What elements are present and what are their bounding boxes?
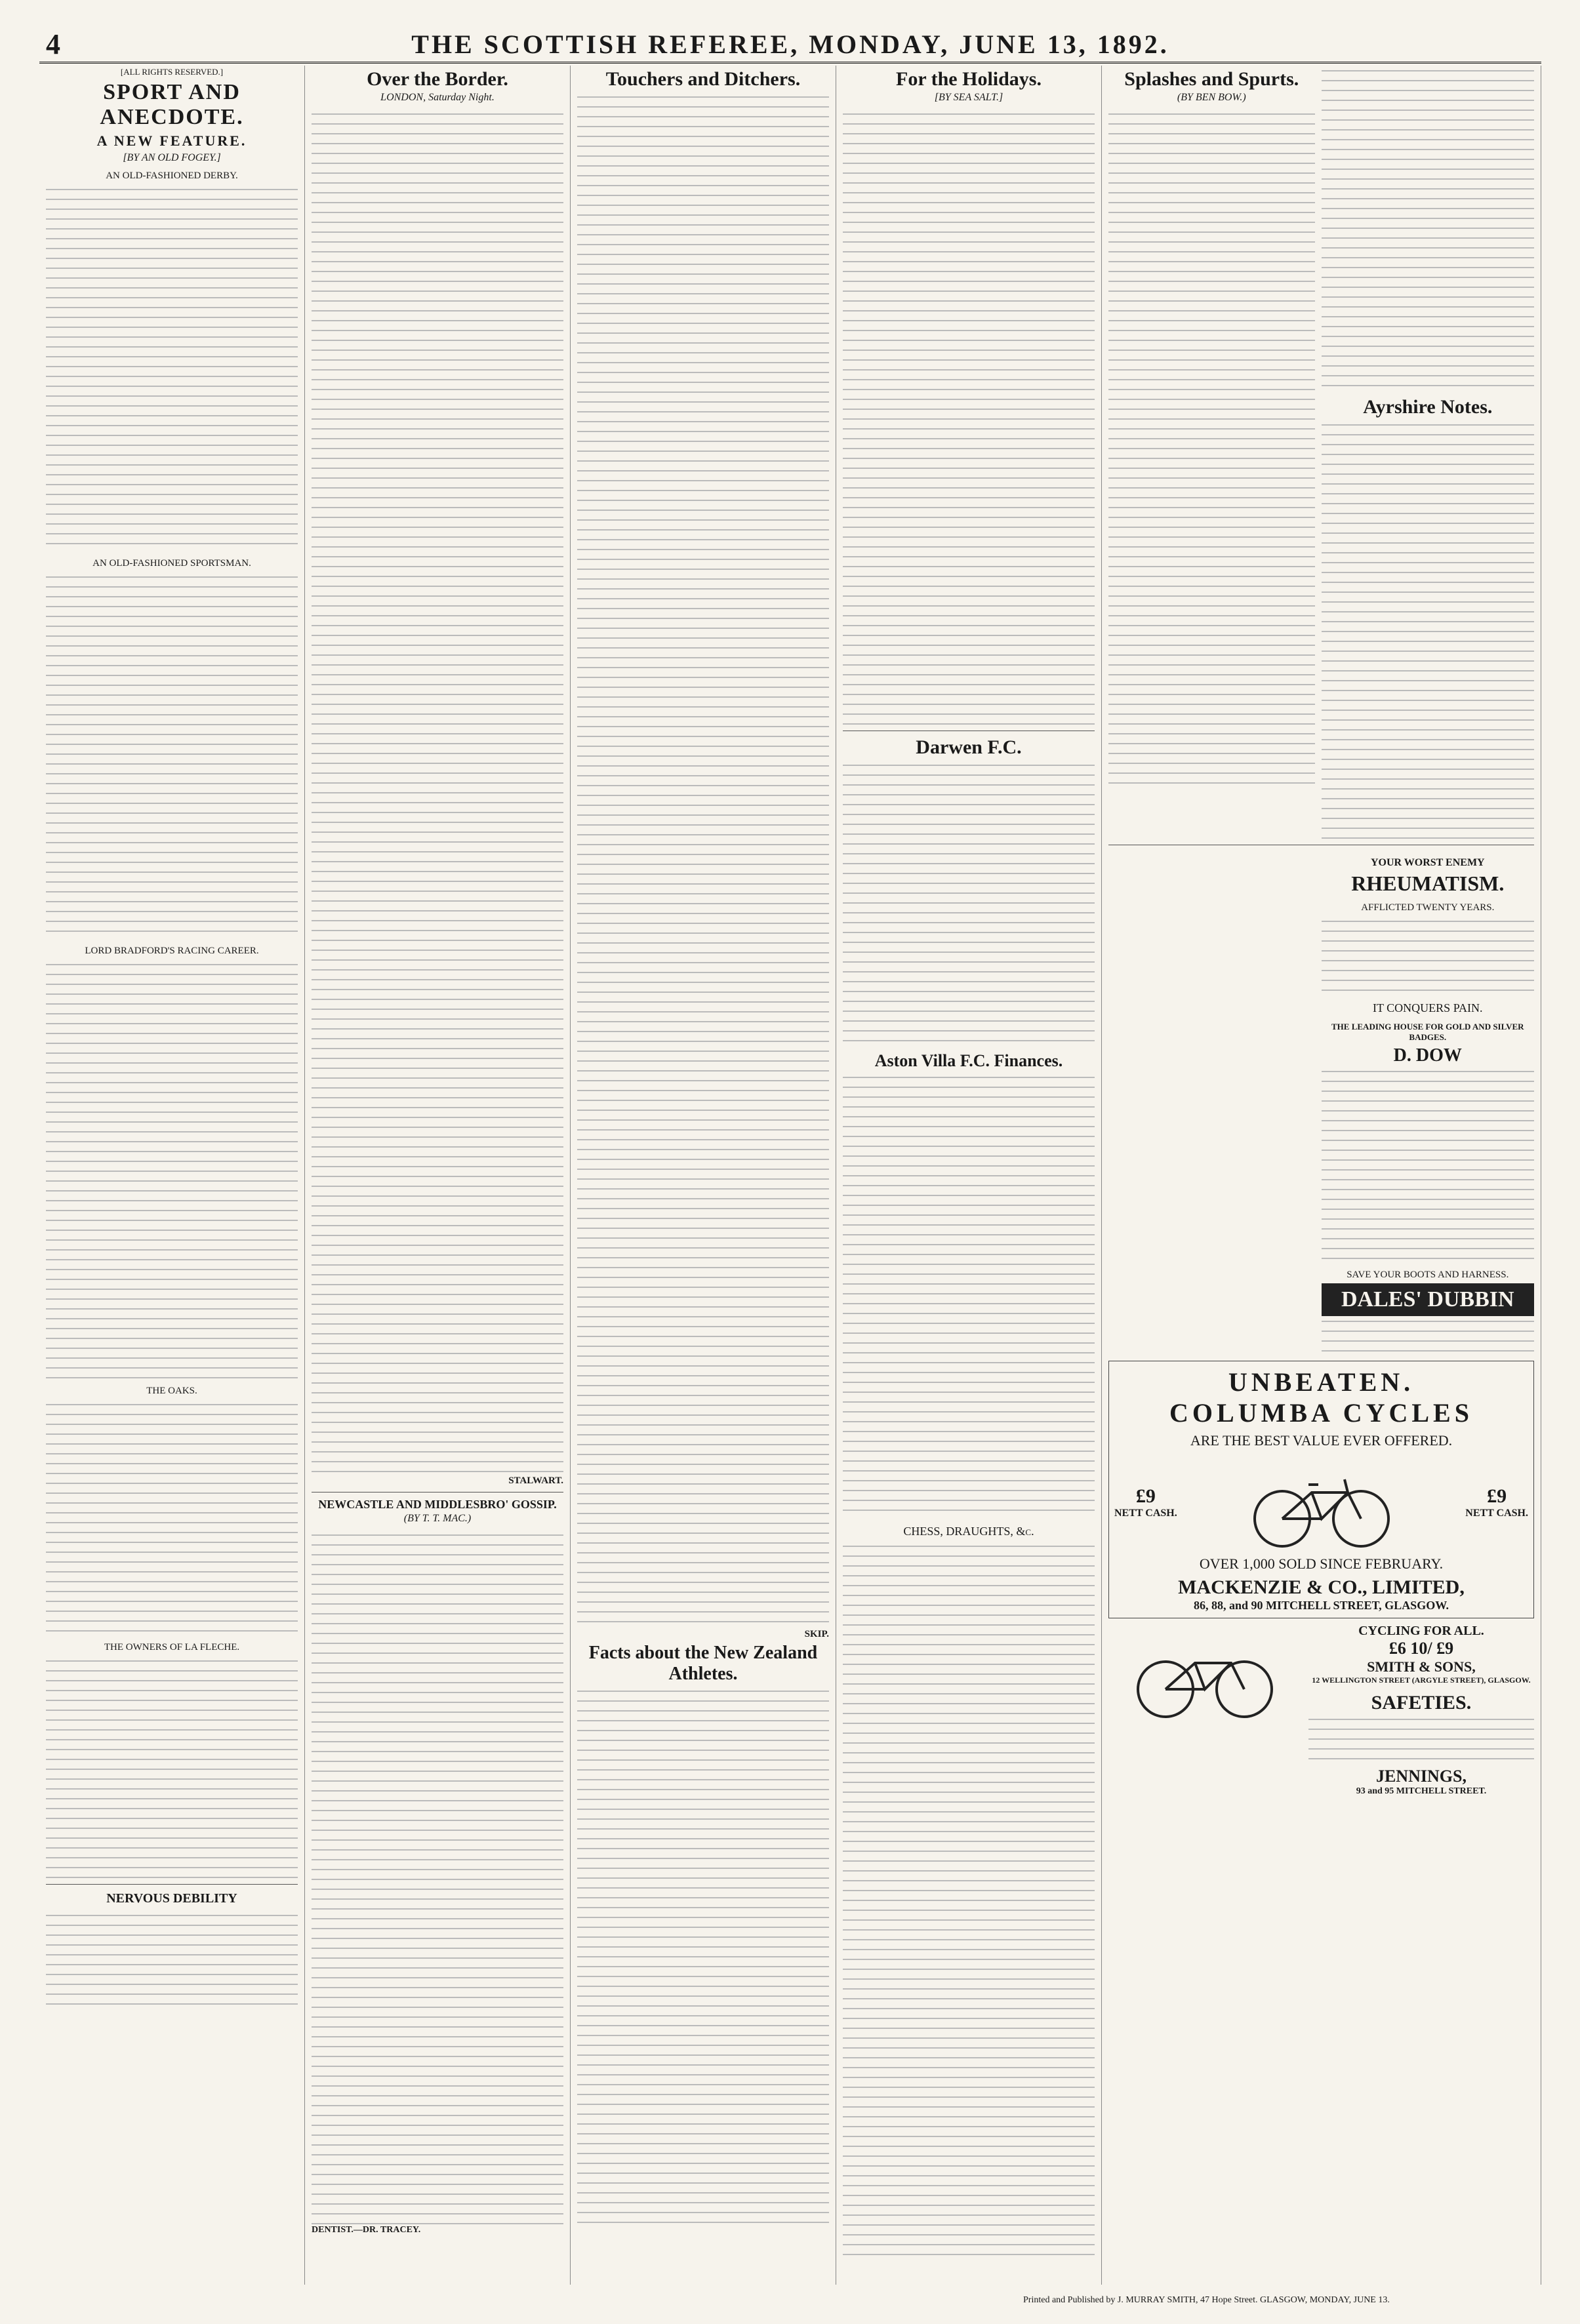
column-sport-and-anecdote <box>39 66 305 2285</box>
advert-body <box>1322 916 1534 995</box>
advert-heading: NERVOUS DEBILITY <box>106 1891 237 1906</box>
leading-house: THE LEADING HOUSE FOR GOLD AND SILVER BADGES. <box>1331 1022 1524 1042</box>
article-body <box>46 959 298 1379</box>
printer-footer: Printed and Published by J. MURRAY SMITH, 47 Hope Street. GLASGOW, MONDAY, JUNE 13. <box>1023 2295 1390 2305</box>
best-value-line: ARE THE BEST VALUE EVER OFFERED. <box>1190 1432 1453 1449</box>
bicycle-icon <box>1249 1453 1394 1552</box>
feature-label: A NEW FEATURE. <box>96 132 247 149</box>
holidays-headline: For the Holidays. <box>896 68 1042 90</box>
byline: [BY AN OLD FOGEY.] <box>123 152 221 163</box>
rheumatism-heading: RHEUMATISM. <box>1351 872 1505 895</box>
signoff: STALWART. <box>508 1475 563 1486</box>
mackenzie-address: 86, 88, and 90 MITCHELL STREET, GLASGOW. <box>1193 1599 1449 1612</box>
section-heading: AN OLD-FASHIONED DERBY. <box>106 170 238 181</box>
conquers-pain: IT CONQUERS PAIN. <box>1373 1001 1483 1014</box>
article-body <box>843 1072 1095 1518</box>
section-heading: THE OAKS. <box>146 1386 197 1396</box>
chess-headline: CHESS, DRAUGHTS, &c. <box>903 1525 1034 1538</box>
article-body <box>1322 66 1534 393</box>
save-boots: SAVE YOUR BOOTS AND HARNESS. <box>1347 1270 1509 1280</box>
article-body <box>577 1686 829 2224</box>
article-body <box>843 760 1095 1049</box>
column-over-the-border <box>305 66 571 2285</box>
splashes-headline: Splashes and Spurts. <box>1124 68 1299 90</box>
article-body <box>1108 109 1315 791</box>
newspaper-title: THE SCOTTISH REFEREE, MONDAY, JUNE 13, 1892. <box>411 30 1169 59</box>
columba-heading: COLUMBA CYCLES <box>1169 1398 1473 1428</box>
touchers-headline: Touchers and Ditchers. <box>605 68 801 90</box>
masthead <box>39 26 1541 64</box>
dateline: LONDON, Saturday Night. <box>380 92 495 103</box>
aston-villa-headline: Aston Villa F.C. Finances. <box>874 1051 1063 1070</box>
columba-cycles-advert <box>1108 1361 1534 1618</box>
dentist-advert: DENTIST.—DR. TRACEY. <box>312 2225 421 2235</box>
safeties-heading: SAFETIES. <box>1371 1692 1472 1713</box>
column-touchers <box>571 66 836 2285</box>
article-body <box>46 1656 298 1879</box>
bicycle-icon <box>1133 1624 1277 1722</box>
article-body <box>312 109 563 1473</box>
byline: [BY SEA SALT.] <box>934 92 1003 103</box>
divider <box>46 1884 298 1885</box>
article-body <box>577 92 829 1626</box>
advert-body <box>46 1910 298 2009</box>
sport-anecdote-headline: SPORT AND ANECDOTE. <box>100 80 244 129</box>
price-right: £9 <box>1487 1485 1507 1507</box>
dow-name: D. DOW <box>1393 1045 1462 1066</box>
dubbin-banner: DALES' DUBBIN <box>1322 1283 1534 1316</box>
advert-body <box>1322 1066 1534 1263</box>
section-heading: LORD BRADFORD'S RACING CAREER. <box>85 946 259 956</box>
newcastle-headline: NEWCASTLE AND MIDDLESBRO' GOSSIP. <box>318 1498 557 1511</box>
divider <box>312 1492 563 1493</box>
unbeaten-heading: UNBEATEN. <box>1228 1367 1415 1397</box>
cycling-heading: CYCLING FOR ALL. <box>1358 1624 1484 1638</box>
sold-line: OVER 1,000 SOLD SINCE FEBRUARY. <box>1199 1555 1444 1572</box>
jennings-address: 93 and 95 MITCHELL STREET. <box>1356 1786 1487 1796</box>
smith-address: 12 WELLINGTON STREET (ARGYLE STREET), GLASGOW. <box>1312 1675 1531 1685</box>
new-zealand-headline: Facts about the New Zealand Athletes. <box>588 1643 818 1684</box>
rights-notice: [ALL RIGHTS RESERVED.] <box>120 67 224 77</box>
smith-name: SMITH & SONS, <box>1367 1658 1476 1675</box>
article-body <box>843 109 1095 725</box>
article-body <box>1322 420 1534 839</box>
article-body <box>843 1541 1095 2262</box>
price-left: £9 <box>1135 1485 1156 1507</box>
column-splashes-and-ads <box>1102 66 1541 2285</box>
article-body <box>312 1530 563 2225</box>
over-border-headline: Over the Border. <box>367 68 508 90</box>
page-number: 4 <box>46 28 60 60</box>
ayrshire-headline: Ayrshire Notes. <box>1363 396 1493 418</box>
mackenzie-name: MACKENZIE & CO., LIMITED, <box>1178 1576 1465 1598</box>
enemy-advert: YOUR WORST ENEMY <box>1370 857 1485 868</box>
column-holidays <box>836 66 1102 2285</box>
signoff: SKIP. <box>804 1629 829 1639</box>
section-heading: AN OLD-FASHIONED SPORTSMAN. <box>92 558 251 569</box>
afflicted-line: AFFLICTED TWENTY YEARS. <box>1361 902 1495 913</box>
jennings-name: JENNINGS, <box>1375 1767 1467 1786</box>
cycling-price: £6 10/ £9 <box>1388 1639 1454 1658</box>
advert-body <box>1308 1714 1534 1767</box>
article-body <box>46 1399 298 1635</box>
nett-right: NETT CASH. <box>1465 1508 1528 1519</box>
nett-left: NETT CASH. <box>1114 1508 1177 1519</box>
advert-body <box>1322 1316 1534 1355</box>
darwen-headline: Darwen F.C. <box>916 736 1022 758</box>
left-subcolumn <box>1108 851 1315 1355</box>
section-heading: THE OWNERS OF LA FLECHE. <box>104 1642 240 1653</box>
article-body <box>46 572 298 939</box>
byline: (BY BEN BOW.) <box>1177 92 1246 103</box>
byline: (BY T. T. MAC.) <box>403 1513 472 1524</box>
article-body <box>46 184 298 551</box>
